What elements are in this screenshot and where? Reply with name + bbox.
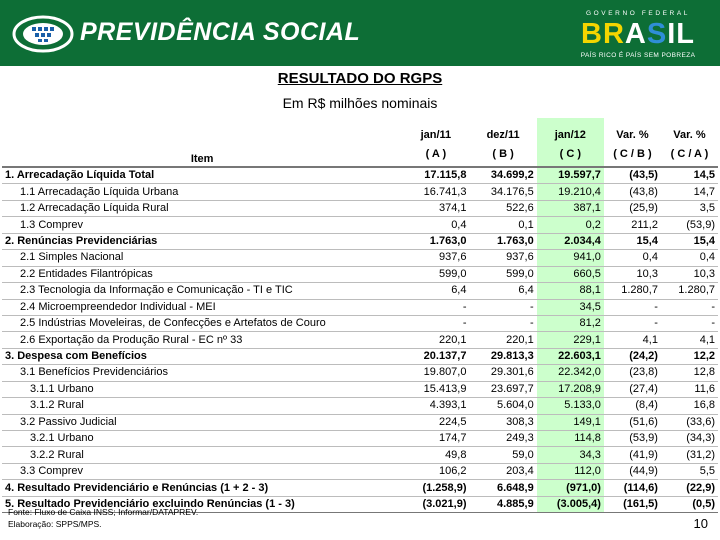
row-value-col-3: 229,1	[537, 332, 604, 348]
row-value-col-4: (23,8)	[629, 366, 658, 379]
row-value-col-2: 599,0	[506, 267, 534, 280]
row-value-col-1: -	[462, 300, 467, 313]
table-row	[2, 332, 718, 348]
row-label: 2.3 Tecnologia da Informação e Comunicação - TI e TIC	[20, 284, 293, 297]
table-header-row	[2, 118, 718, 142]
row-value-col-3: 387,1	[537, 200, 604, 216]
row-value-col-5: (0,5)	[692, 497, 715, 510]
table-row	[2, 217, 718, 233]
column-code-cb: ( C / B )	[613, 147, 652, 160]
row-value-col-3: (3.005,4)	[537, 496, 604, 512]
row-value-col-4: (27,4)	[629, 382, 658, 395]
row-value-col-5: -	[711, 300, 715, 313]
row-value-col-1: 599,0	[438, 267, 467, 280]
government-motto: PAÍS RICO É PAÍS SEM POBREZA	[580, 52, 696, 59]
row-value-col-5: 10,3	[693, 267, 715, 280]
row-value-col-2: 34.699,2	[490, 169, 534, 182]
row-value-col-5: (22,9)	[686, 481, 715, 494]
row-value-col-1: 1.763,0	[429, 234, 467, 247]
column-code-ca: ( C / A )	[670, 147, 709, 160]
row-value-col-5: 16,8	[693, 399, 715, 412]
rgps-table-container	[2, 118, 718, 513]
column-code-b: ( B )	[492, 147, 514, 160]
row-value-col-4: (44,9)	[629, 465, 658, 478]
column-header-jan11: jan/11	[420, 129, 452, 141]
column-header-var-cb: Var. %	[616, 129, 649, 141]
row-value-col-2: 6,4	[518, 284, 534, 297]
row-value-col-2: 203,4	[506, 465, 534, 478]
brasil-letters-2: A	[624, 18, 647, 50]
column-header-jan12: jan/12	[537, 118, 604, 142]
row-value-col-2: 249,3	[506, 432, 534, 445]
column-header-dez11: dez/11	[486, 129, 520, 141]
row-value-col-5: 0,4	[699, 251, 715, 264]
row-label: 2.2 Entidades Filantrópicas	[20, 267, 153, 280]
table-row	[2, 283, 718, 299]
row-value-col-3: 114,8	[537, 431, 604, 447]
row-value-col-5: 1.280,7	[678, 284, 715, 297]
row-value-col-5: (53,9)	[686, 218, 715, 231]
row-value-col-1: 20.137,7	[423, 350, 467, 363]
row-value-col-4: -	[654, 317, 658, 330]
row-label: 1. Arrecadação Líquida Total	[5, 169, 155, 182]
previdencia-logo-icon	[12, 14, 74, 54]
row-label: 4. Resultado Previdenciário e Renúncias (1 + 2 - 3)	[5, 481, 269, 494]
column-code-a: ( A )	[425, 147, 447, 160]
row-value-col-3: 34,5	[537, 299, 604, 315]
row-value-col-2: 29.301,6	[490, 366, 534, 379]
row-value-col-5: 4,1	[699, 333, 715, 346]
row-value-col-4: (53,9)	[629, 432, 658, 445]
row-value-col-1: 0,4	[451, 218, 467, 231]
row-value-col-2: 308,3	[506, 415, 534, 428]
row-value-col-4: 1.280,7	[621, 284, 658, 297]
agency-name: PREVIDÊNCIA SOCIAL	[80, 18, 361, 46]
header-banner	[0, 0, 720, 66]
rgps-results-table	[2, 118, 718, 513]
row-label: 3.1 Benefícios Previdenciários	[20, 366, 168, 379]
row-value-col-3: 941,0	[537, 250, 604, 266]
row-value-col-5: 12,2	[693, 350, 715, 363]
table-row	[2, 233, 718, 249]
table-row	[2, 398, 718, 414]
row-value-col-4: (8,4)	[635, 399, 658, 412]
row-value-col-3: (971,0)	[537, 480, 604, 496]
row-value-col-1: 106,2	[438, 465, 467, 478]
row-value-col-4: -	[654, 300, 658, 313]
row-value-col-2: 522,6	[506, 202, 534, 215]
table-row	[2, 315, 718, 331]
row-value-col-4: (161,5)	[623, 497, 658, 510]
table-row	[2, 266, 718, 282]
row-value-col-1: (1.258,9)	[422, 481, 467, 494]
row-value-col-2: 5.604,0	[497, 399, 534, 412]
brasil-wordmark	[568, 18, 708, 51]
table-row	[2, 463, 718, 479]
row-label: 3.2 Passivo Judicial	[20, 415, 117, 428]
column-code-c: ( C )	[537, 142, 604, 167]
row-value-col-3: 2.034,4	[537, 233, 604, 249]
prepared-by-note: Elaboração: SPPS/MPS.	[8, 519, 102, 529]
row-value-col-1: (3.021,9)	[422, 497, 467, 510]
row-value-col-4: 15,4	[636, 234, 658, 247]
row-value-col-5: 14,7	[693, 185, 715, 198]
row-value-col-1: 17.115,8	[424, 169, 467, 182]
row-value-col-3: 19.210,4	[537, 184, 604, 200]
row-value-col-1: 220,1	[438, 333, 467, 346]
row-value-col-3: 88,1	[537, 283, 604, 299]
row-value-col-1: 16.741,3	[423, 185, 467, 198]
row-value-col-3: 660,5	[537, 266, 604, 282]
table-row	[2, 250, 718, 266]
page-number: 10	[693, 516, 708, 531]
row-label: 2.5 Indústrias Moveleiras, de Confecções e Artefatos de Couro	[20, 317, 326, 330]
row-label: 1.3 Comprev	[20, 218, 83, 231]
row-value-col-2: -	[530, 300, 534, 313]
row-label: 2.6 Exportação da Produção Rural - EC nº 33	[20, 333, 243, 346]
row-label: 5. Resultado Previdenciário excluindo Renúncias (1 - 3)	[5, 497, 295, 510]
source-note: Fonte: Fluxo de Caixa INSS; Informar/DATAPREV.	[8, 507, 199, 517]
row-value-col-4: (51,6)	[629, 415, 658, 428]
report-subtitle: Em R$ milhões nominais	[282, 95, 438, 111]
row-value-col-1: 224,5	[438, 415, 467, 428]
row-value-col-2: 4.885,9	[497, 497, 534, 510]
table-row	[2, 299, 718, 315]
row-value-col-3: 17.208,9	[537, 381, 604, 397]
row-value-col-5: -	[711, 317, 715, 330]
row-value-col-2: 23.697,7	[490, 382, 534, 395]
table-row	[2, 167, 718, 184]
row-value-col-5: 15,4	[693, 234, 715, 247]
row-value-col-2: 34.176,5	[490, 185, 534, 198]
row-label: 3.2.1 Urbano	[30, 432, 94, 445]
footer-notes	[8, 506, 198, 530]
row-label: 2.4 Microempreendedor Individual - MEI	[20, 300, 216, 313]
row-value-col-3: 81,2	[537, 315, 604, 331]
row-label: 1.1 Arrecadação Líquida Urbana	[20, 185, 179, 198]
row-value-col-1: 49,8	[445, 448, 467, 461]
row-value-col-4: (114,6)	[623, 481, 658, 494]
row-value-col-4: 0,4	[642, 251, 658, 264]
governo-federal-logo	[568, 10, 708, 60]
governo-federal-text: GOVERNO FEDERAL	[585, 10, 690, 17]
row-value-col-4: (25,9)	[629, 202, 658, 215]
row-value-col-4: 10,3	[636, 267, 658, 280]
row-value-col-1: 6,4	[451, 284, 467, 297]
row-value-col-1: 374,1	[438, 202, 467, 215]
brasil-letters-3: S	[646, 18, 668, 50]
table-row	[2, 381, 718, 397]
item-column-header: Item	[190, 153, 214, 165]
table-row	[2, 200, 718, 216]
row-value-col-4: (24,2)	[629, 350, 658, 363]
row-value-col-3: 5.133,0	[537, 398, 604, 414]
row-value-col-3: 34,3	[537, 447, 604, 463]
row-value-col-1: 19.807,0	[423, 366, 467, 379]
table-row	[2, 184, 718, 200]
table-row	[2, 348, 718, 364]
row-value-col-5: 5,5	[699, 465, 715, 478]
row-value-col-1: 937,6	[438, 251, 467, 264]
row-label: 3. Despesa com Benefícios	[5, 350, 147, 363]
row-value-col-3: 149,1	[537, 414, 604, 430]
row-value-col-1: -	[462, 317, 467, 330]
row-value-col-5: 11,6	[694, 382, 715, 395]
row-value-col-1: 174,7	[438, 432, 467, 445]
table-row	[2, 447, 718, 463]
row-value-col-5: 14,5	[693, 169, 715, 182]
row-value-col-4: (43,8)	[629, 185, 658, 198]
row-value-col-5: (31,2)	[686, 448, 715, 461]
row-value-col-2: 937,6	[506, 251, 534, 264]
row-value-col-4: 211,2	[631, 218, 658, 231]
row-value-col-3: 22.603,1	[537, 348, 604, 364]
column-header-var-ca: Var. %	[673, 129, 706, 141]
row-value-col-4: (41,9)	[629, 448, 658, 461]
brasil-letters-4: IL	[667, 18, 695, 50]
row-value-col-2: 220,1	[506, 333, 534, 346]
row-label: 3.1.2 Rural	[30, 399, 84, 412]
row-label: 3.2.2 Rural	[30, 448, 84, 461]
row-value-col-2: 59,0	[512, 448, 534, 461]
row-label: 3.3 Comprev	[20, 465, 83, 478]
row-value-col-2: -	[530, 317, 534, 330]
row-value-col-5: 3,5	[699, 202, 715, 215]
row-value-col-2: 29.813,3	[490, 350, 534, 363]
row-label: 2. Renúncias Previdenciárias	[5, 234, 158, 247]
row-value-col-3: 19.597,7	[537, 167, 604, 184]
table-row	[2, 414, 718, 430]
brasil-letters-1: BR	[581, 18, 625, 50]
row-label: 3.1.1 Urbano	[30, 382, 94, 395]
row-value-col-5: 12,8	[693, 366, 715, 379]
row-value-col-3: 0,2	[537, 217, 604, 233]
row-value-col-5: (33,6)	[686, 415, 715, 428]
row-value-col-1: 4.393,1	[429, 399, 467, 412]
row-value-col-5: (34,3)	[686, 432, 715, 445]
table-row	[2, 365, 718, 381]
row-value-col-3: 22.342,0	[537, 365, 604, 381]
table-body	[2, 167, 718, 513]
report-title: RESULTADO DO RGPS	[277, 70, 443, 87]
row-value-col-1: 15.413,9	[423, 382, 467, 395]
row-value-col-2: 6.648,9	[497, 481, 534, 494]
row-label: 1.2 Arrecadação Líquida Rural	[20, 202, 169, 215]
table-row	[2, 431, 718, 447]
table-row	[2, 480, 718, 496]
row-label: 2.1 Simples Nacional	[20, 251, 124, 264]
row-value-col-2: 0,1	[518, 218, 534, 231]
row-value-col-3: 112,0	[537, 463, 604, 479]
row-value-col-4: 4,1	[642, 333, 658, 346]
row-value-col-4: (43,5)	[629, 169, 658, 182]
row-value-col-2: 1.763,0	[497, 234, 534, 247]
